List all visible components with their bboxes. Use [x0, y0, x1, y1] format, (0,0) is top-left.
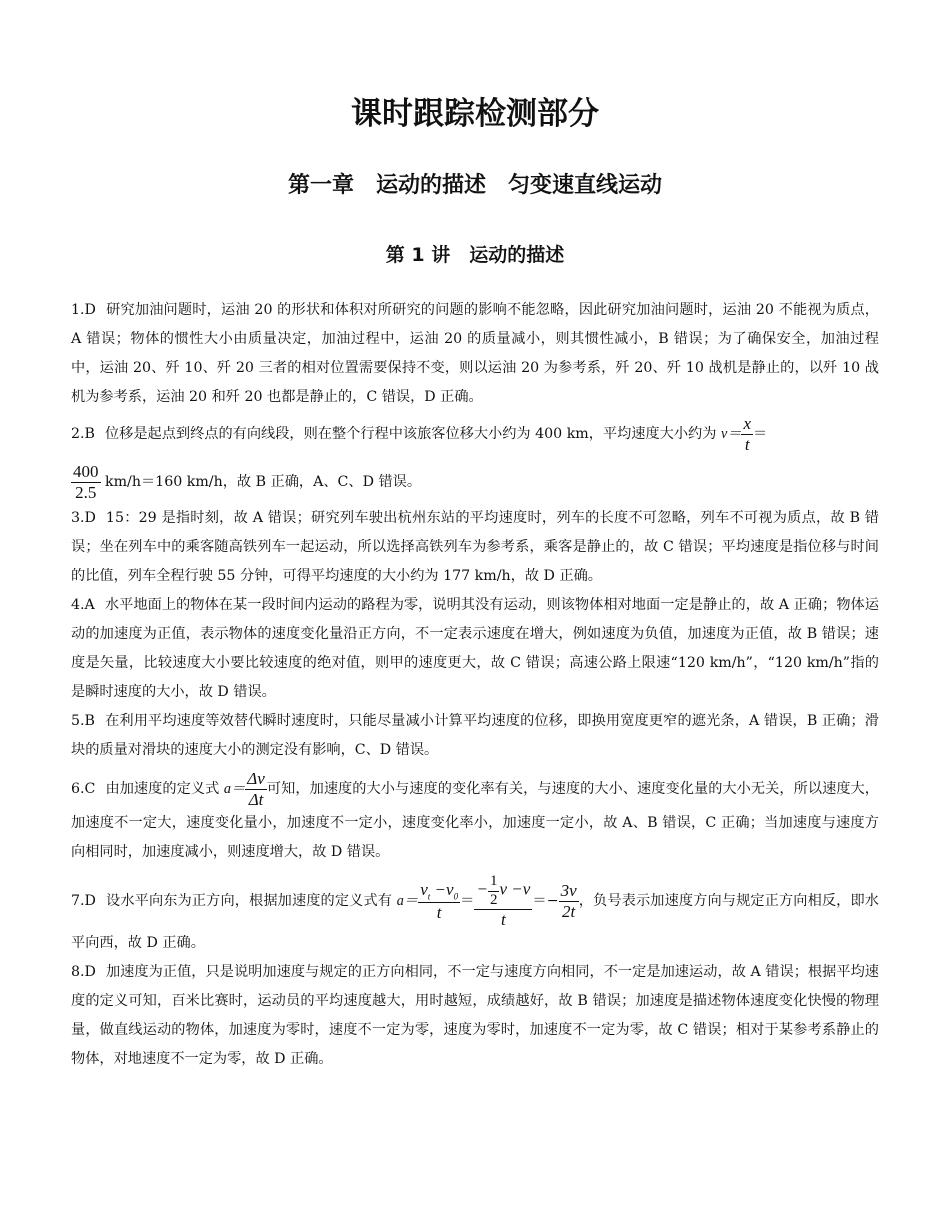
fraction-x-over-t: [741, 414, 753, 454]
answer-text: 可知，加速度的大小与速度的变化率有关，与速度的大小、速度变化量的大小无关，所以速度大，加速度不一定大，速度变化量小，加速度不一定小，速度变化率小，加速度一定小，故 A、B 错误，C 正确；当加速度与速度方向相同时，加速度减小，则速度增大，故 D 错误。: [71, 781, 879, 861]
formula-lhs: v＝: [720, 426, 742, 443]
answer-text: 研究加油问题时，运油 20 的形状和体积对所研究的问题的影响不能忽略，因此研究加油问题时，运油 20 不能视为质点，A 错误；物体的惯性大小由质量决定，加油过程中，运油 20 的质量减小，则其惯性减小，B 错误；为了确保安全，加油过程中，运油 20、歼 10、歼 20 三者的相对位置需要保持不变，则以运油 20 为参考系，歼 20、歼 10 战机是静止的，以歼 10 战机为参考系，运油 20 和歼 20 也都是静止的，C 错误，D 正确。: [71, 302, 879, 405]
answer-4: [71, 591, 879, 707]
answer-number: 4.A: [71, 597, 95, 614]
fraction-numerator: Δv: [247, 769, 265, 789]
answer-number: 2.B: [71, 426, 95, 443]
minus-sign: −: [476, 879, 488, 899]
answer-3: [71, 504, 879, 591]
fraction-numerator: x: [743, 414, 751, 433]
formula-lhs: a＝: [396, 893, 419, 910]
fraction-numerator: [418, 880, 460, 903]
fraction-numerator: 3v: [560, 881, 577, 901]
fraction-denominator: 2.5: [75, 482, 97, 502]
subscript-0: 0: [453, 891, 459, 902]
velocity-symbol: v: [420, 880, 428, 900]
answer-7: [71, 873, 879, 958]
answer-number: 1.D: [71, 302, 96, 318]
answer-number: 7.D: [71, 893, 96, 910]
answer-1: [71, 296, 879, 412]
equals-sign: ＝: [753, 426, 768, 443]
answer-2-cont: [71, 462, 879, 502]
answer-number: 5.B: [71, 713, 95, 730]
minus-velocity: −v: [430, 880, 454, 900]
answer-text: 设水平向东为正方向，根据加速度的定义式有: [105, 893, 397, 910]
answer-text: 15：29 是指时刻，故 A 错误；研究列车驶出杭州东站的平均速度时，列车的长度不可忽略，列车不可视为质点，故 B 错误；坐在列车中的乘客随高铁列车一起运动，所以选择高铁列车为参考系，乘客是静止的，故 C 错误；平均速度是指位移与时间的比值，列车全程行驶 55 分钟，可得平均速度的大小约为 177 km/h，故 D 正确。: [71, 510, 879, 585]
numerator-rest: v −v: [499, 879, 531, 899]
fraction-vt-minus-v0-over-t: [418, 880, 460, 922]
fraction-denominator: t: [501, 909, 506, 929]
answer-text: 加速度为正值，只是说明加速度与规定的正方向相同，不一定与速度方向相同，不一定是加速运动，故 A 错误；根据平均速度的定义可知，百米比赛时，运动员的平均速度越大，用时越短，成绩越好，故 B 错误；加速度是描述物体速度变化快慢的物理量，做直线运动的物体，加速度为零时，速度不一定为零，速度为零时，加速度不一定为零，故 C 错误；相对于某参考系静止的物体，对地速度不一定为零，故 D 正确。: [71, 964, 879, 1068]
answer-text: ，负号表示加速度方向与规定正方向相反，即水平向西，故 D 正确。: [71, 893, 879, 952]
answers-body: [71, 296, 879, 1074]
answer-6: [71, 769, 879, 867]
fraction-numerator: [474, 873, 532, 910]
fraction-denominator: 2t: [562, 901, 576, 921]
answer-text: 由加速度的定义式: [105, 781, 224, 798]
answer-text: 水平地面上的物体在某一段时间内运动的路程为零，说明其没有运动，则该物体相对地面一定是静止的，故 A 正确；物体运动的加速度为正值，表示物体的速度变化量沿正方向，不一定表示速度在增大，例如速度为负值，加速度为正值，故 B 错误；速度是矢量，比较速度大小要比较速度的绝对值，则甲的速度更大，故 C 错误；高速公路上限速“120 km/h”，“120 km/h”指的是瞬时速度的大小，故 D 错误。: [71, 597, 879, 701]
answer-5: [71, 707, 879, 765]
equals-minus: ＝−: [532, 893, 559, 910]
fraction-compound: [474, 873, 532, 929]
fraction-dv-over-dt: [245, 769, 267, 809]
answer-number: 3.D: [71, 510, 96, 527]
fraction-3v-over-2t: [559, 881, 579, 921]
fraction-one-half: [488, 873, 500, 909]
answer-number: 6.C: [71, 781, 96, 798]
fraction-denominator: t: [436, 902, 442, 922]
fraction-numerator: 1: [488, 873, 500, 891]
answer-text: 位移是起点到终点的有向线段，则在整个行程中该旅客位移大小约为 400 km，平均速度大小约为: [104, 426, 721, 443]
subscript-t: t: [427, 891, 431, 902]
fraction-denominator: 2: [489, 891, 498, 908]
equals-sign: ＝: [460, 893, 475, 910]
fraction-denominator: Δt: [248, 789, 264, 809]
formula-lhs: a＝: [223, 781, 246, 798]
answer-text: km/h＝160 km/h，故 B 正确，A、C、D 错误。: [100, 474, 422, 491]
chapter-heading: 第一章 运动的描述 匀变速直线运动: [287, 173, 662, 198]
fraction-400-over-2-5: [71, 462, 101, 502]
answer-text: 在利用平均速度等效替代瞬时速度时，只能尽量减小计算平均速度的位移，即换用宽度更窄的遮光条，A 错误，B 正确；滑块的质量对滑块的速度大小的测定没有影响，C、D 错误。: [71, 713, 879, 759]
fraction-numerator: 400: [73, 462, 99, 482]
fraction-denominator: t: [744, 434, 750, 454]
answer-number: 8.D: [71, 964, 96, 981]
lecture-heading: 第 1 讲 运动的描述: [385, 244, 565, 266]
answer-2: [71, 414, 879, 454]
page-title: 课时跟踪检测部分: [351, 96, 599, 132]
answer-8: [71, 958, 879, 1074]
